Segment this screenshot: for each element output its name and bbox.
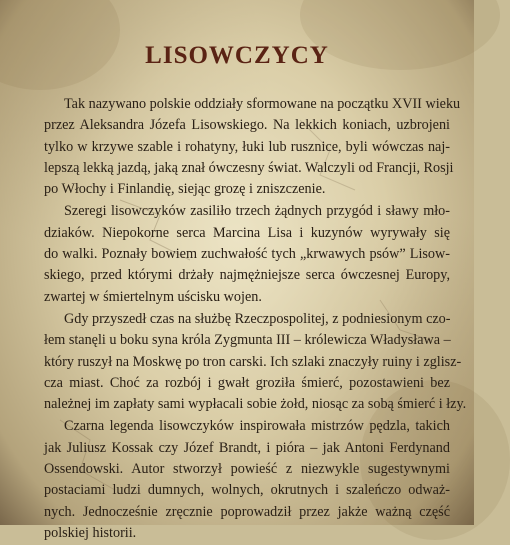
text-line: nych. Jednocześnie zręcznie poprowadził przez jakże ważną część xyxy=(44,503,450,520)
text-line: po Włochy i Finlandię, siejąc grozę i zniszczenie. xyxy=(44,181,326,198)
text-line: Czarna legenda lisowczyków inspirowała mistrzów pędzla, takich xyxy=(64,418,450,435)
text-line: jak Juliusz Kossak czy Józef Brandt, i pióra – jak Antoni Ferdynand xyxy=(44,439,450,456)
description-text xyxy=(24,94,467,545)
text-line: należnej im zapłaty sami wypłacali sobie żołd, niosąc za sobą śmierć i łzy. xyxy=(44,396,467,413)
text-line: który ruszył na Moskwę po tron carski. Ich szlaki znaczyły ruiny i zglisz- xyxy=(44,353,462,370)
text-line: tylko w krzywe szable i rohatyny, łuki lub rusznice, byli wówczas naj- xyxy=(44,138,450,155)
text-line: Ossendowski. Autor stworzył powieść z niezwykle sugestywnymi xyxy=(44,461,450,478)
text-line: cza miast. Choć za rozbój i gwałt groziła śmierć, pozostawieni bez xyxy=(44,374,450,391)
page-title: LISOWCZYCY xyxy=(145,42,329,69)
text-line: łem stanęli u boku syna króla Zygmunta III – królewicza Władysława – xyxy=(44,332,451,349)
text-line: postaciami ludzi dumnych, wolnych, okrutnych i szaleńczo odważ- xyxy=(44,482,450,499)
text-line: skiego, przed którymi drżały najmężniejsze serca ówczesnej Europy, xyxy=(44,267,450,284)
text-line: dziaków. Niepokorne serca Marcina Lisa i kuzynów wyrywały się xyxy=(44,224,450,241)
text-line: Szeregi lisowczyków zasiliło trzech żądnych przygód i sławy mło- xyxy=(64,203,450,220)
text-line: polskiej historii. xyxy=(44,524,137,541)
paragraph-3 xyxy=(24,309,467,415)
paragraph-1 xyxy=(24,94,461,200)
text-line: do walki. Poznały bowiem zuchwałość tych „krwawych psów” Lisow- xyxy=(44,246,450,263)
text-line: Gdy przyszedł czas na służbę Rzeczpospolitej, z podniesionym czo- xyxy=(64,310,451,327)
text-line: Tak nazywano polskie oddziały sformowane na początku XVII wieku xyxy=(64,96,461,112)
text-line: zwartej w śmiertelnym uścisku wojen. xyxy=(44,288,262,305)
text-line: przez Aleksandra Józefa Lisowskiego. Na lekkich koniach, uzbrojeni xyxy=(44,117,450,134)
paragraph-2 xyxy=(24,201,450,307)
text-line: lepszą lekką jazdą, jaką znał ówczesny świat. Walczyli od Francji, Rosji xyxy=(44,159,454,176)
paragraph-4 xyxy=(24,416,450,544)
